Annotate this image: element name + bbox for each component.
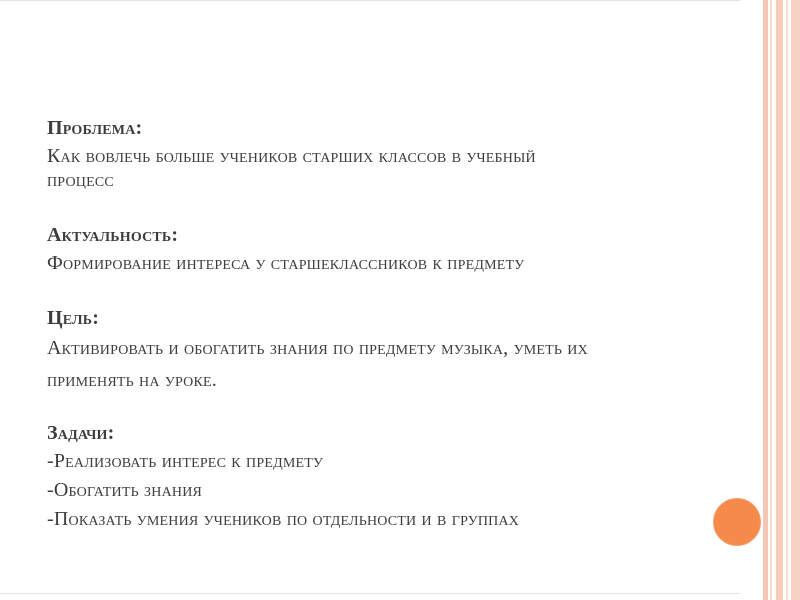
decorative-stripe	[791, 0, 800, 600]
top-divider	[0, 0, 740, 1]
decorative-stripe	[776, 0, 783, 600]
relevance-line-1: Формирование интереса у старшеклассников к предмету	[47, 252, 525, 274]
problem-heading: Проблема:	[47, 117, 143, 139]
problem-line-2: процесс	[47, 169, 114, 191]
relevance-heading: Актуальность:	[47, 224, 179, 246]
goal-heading: Цель:	[47, 307, 100, 329]
tasks-heading: Задачи:	[47, 422, 115, 444]
slide-content	[47, 113, 747, 534]
decorative-stripe	[786, 0, 788, 600]
tasks-line-2: -Обогатить знания	[47, 479, 203, 501]
tasks-line-1: -Реализовать интерес к предмету	[47, 450, 324, 472]
tasks-line-3: -Показать умения учеников по отдельности и в группах	[47, 508, 520, 530]
decorative-stripe	[770, 0, 772, 600]
bottom-divider	[0, 593, 740, 594]
problem-line-1: Как вовлечь больше учеников старших классов в учебный	[47, 145, 536, 167]
goal-line-1: Активировать и обогатить знания по предмету музыка, уметь их	[47, 337, 588, 359]
decorative-stripe	[763, 0, 768, 600]
goal-line-2: применять на уроке.	[47, 369, 217, 391]
